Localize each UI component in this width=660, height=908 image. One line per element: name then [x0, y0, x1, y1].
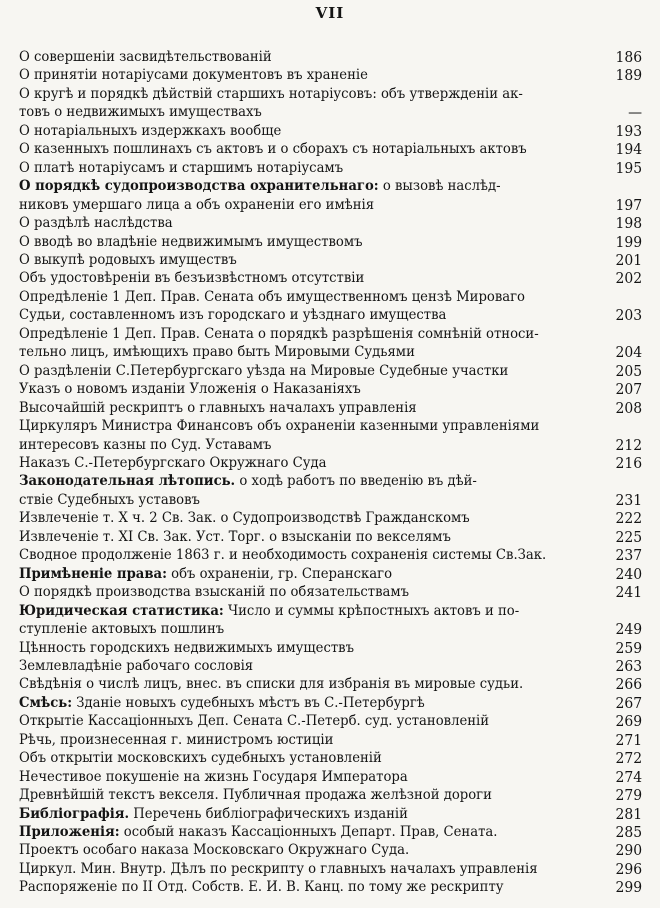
toc-entry-text: О выкупѣ родовыхъ имуществъ: [19, 251, 237, 268]
toc-entry-text: О платѣ нотарiусамъ и старшимъ нотарiусамъ: [19, 159, 344, 176]
toc-entry: [19, 48, 642, 66]
toc-entry-text: Высочайшiй рескриптъ о главныхъ началахъ управленiя: [19, 399, 417, 416]
toc-entry-text: Указъ о новомъ изданiи Уложенiя о Наказанiяхъ: [19, 381, 361, 398]
toc-entry-title: [19, 768, 609, 786]
toc-entry: [19, 841, 642, 859]
toc-entry-text: О нотарiальныхъ издержкахъ вообще: [19, 122, 282, 139]
toc-page-number: 204: [615, 343, 643, 362]
toc-entry-title: [19, 380, 609, 398]
toc-entry-title: [19, 454, 609, 472]
toc-entry-title: [19, 140, 609, 158]
toc-entry-title: [19, 749, 609, 767]
toc-page-number: 195: [615, 158, 643, 177]
toc-page-number: 249: [615, 620, 643, 639]
toc-entry-line: Циркуляръ Министра Финансовъ объ охраненiи казенными управленiями: [19, 418, 540, 435]
toc-entry-text: Проектъ особаго наказа Московскаго Окружнаго Суда.: [19, 842, 410, 859]
toc-entry: [19, 546, 642, 564]
toc-entry-line: О кругѣ и порядкѣ дѣйствiй старшихъ нотарiусовъ: объ утвержденiи ак-: [19, 85, 523, 102]
toc-page-number: 186: [615, 48, 643, 66]
toc-entry-line: никовъ умершаго лица а объ охраненiи его имѣнiя: [19, 196, 375, 213]
toc-entry-title: [19, 878, 609, 896]
toc-page-number: 240: [615, 564, 643, 583]
toc-entry-title: [19, 325, 609, 362]
toc-entry-title: [19, 122, 609, 140]
toc-entry: [19, 509, 642, 527]
toc-entry-line: тельно лицъ, имѣющихъ право быть Мировыми Судьями: [19, 344, 415, 361]
toc-entry-title: [19, 66, 609, 84]
toc-entry-title: [19, 731, 609, 749]
toc-entry-title: [19, 639, 609, 657]
toc-entry: [19, 177, 642, 214]
toc-page-number: 259: [615, 638, 643, 657]
toc-entry-title: [19, 675, 609, 693]
toc-entry: [19, 214, 642, 232]
toc-page-number: 199: [615, 232, 643, 251]
toc-entry-text: Открытiе Кассацiонныхъ Деп. Сената С.-Петерб. суд. установленiй: [19, 713, 490, 730]
toc-entry-text: О вводѣ во владѣнiе недвижимымъ имуществомъ: [19, 233, 363, 250]
toc-page-number: 285: [615, 823, 643, 842]
toc-entry-title: [19, 841, 609, 859]
toc-page-number: 299: [615, 878, 643, 897]
toc-entry-title: [19, 251, 609, 269]
toc-entry-line: о ходѣ работъ по введенiю въ дѣй-: [235, 473, 477, 490]
toc-entry-text: Нечестивое покушенiе на жизнь Государя Императора: [19, 768, 408, 785]
toc-entry-title: [19, 509, 609, 527]
toc-entry-text: О раздѣленiи С.Петербургскаго уѣзда на Мировые Судебные участки: [19, 362, 509, 379]
toc-entry-title: [19, 417, 609, 454]
toc-entry-text: Объ открытiи московскихъ судебныхъ установленiй: [19, 750, 382, 767]
toc-entry: [19, 140, 642, 158]
toc-page-number: 241: [615, 583, 643, 602]
toc-entry: [19, 860, 642, 878]
toc-entry-line: Судьи, составленномъ изъ городскаго и уѣзднаго имущества: [19, 307, 447, 324]
toc-entry-title: [19, 177, 609, 214]
toc-page-number: 231: [615, 490, 643, 509]
toc-entry-title: [19, 288, 609, 325]
toc-entry-text: Цѣнность городскихъ недвижимыхъ имуществъ: [19, 639, 354, 656]
toc-entry: [19, 805, 642, 823]
toc-entry: [19, 602, 642, 639]
toc-entry: [19, 85, 642, 122]
toc-entry-title: [19, 48, 609, 66]
toc-entry: [19, 233, 642, 251]
toc-page-number: 203: [615, 306, 643, 325]
toc-section-heading: Законодательная лѣтопись.: [19, 473, 236, 490]
toc-page-number: 272: [615, 749, 643, 768]
toc-entry-title: [19, 712, 609, 730]
toc-page-number: 193: [615, 121, 643, 140]
toc-entry-title: [19, 657, 609, 675]
toc-entry-title: [19, 546, 609, 564]
toc-entry-text: Циркул. Мин. Внутр. Дѣлъ по рескрипту о главныхъ началахъ управленiя: [19, 860, 538, 877]
toc-entry-text: Наказъ С.-Петербургскаго Окружнаго Суда: [19, 454, 327, 471]
toc-entry-text: Свѣдѣнiя о числѣ лицъ, внес. въ списки для избранiя въ мировые судьи.: [19, 676, 524, 693]
toc-entry: [19, 768, 642, 786]
toc-page-number: 222: [615, 509, 643, 528]
toc-entry-text: Древнѣйшiй текстъ векселя. Публичная продажа желѣзной дороги: [19, 787, 492, 804]
toc-entry-title: [19, 233, 609, 251]
toc-page-number: 279: [615, 786, 643, 805]
toc-entry: [19, 657, 642, 675]
toc-entry: [19, 399, 642, 417]
toc-entry: [19, 639, 642, 657]
toc-entry: [19, 472, 642, 509]
toc-page-number: 267: [615, 693, 643, 712]
toc-entry-text: Рѣчь, произнесенная г. министромъ юстицiи: [19, 731, 334, 748]
toc-page-number: 290: [615, 841, 643, 860]
toc-page-number: 189: [615, 66, 643, 85]
toc-entry-text: О казенныхъ пошлинахъ съ актовъ и о сборахъ съ нотарiальныхъ актовъ: [19, 141, 527, 158]
toc-entry: [19, 786, 642, 804]
toc-entry: [19, 749, 642, 767]
toc-entry: [19, 325, 642, 362]
toc-page-number: 201: [615, 250, 643, 269]
toc-entry-line: ступленiе актовыхъ пошлинъ: [19, 621, 225, 638]
toc-section-heading: О порядкѣ судопроизводства охранительнаго:: [19, 178, 379, 195]
toc-entry: [19, 731, 642, 749]
toc-entry-line: Опредѣленiе 1 Деп. Прав. Сената объ имущественномъ цензѣ Мироваго: [19, 288, 525, 305]
toc-entry-line: Опредѣленiе 1 Деп. Прав. Сената о порядкѣ разрѣшенiя сомнѣнiй относи-: [19, 325, 539, 342]
toc-entry: [19, 269, 642, 287]
toc-entry-title: [19, 860, 609, 878]
toc-entry-text: особый наказъ Кассацiонныхъ Департ. Прав, Сената.: [119, 824, 498, 841]
toc-page-number: 216: [615, 453, 643, 472]
toc-entry-title: [19, 85, 609, 122]
toc-page-number: 225: [615, 527, 643, 546]
toc-page-number: 194: [615, 140, 643, 159]
toc-page-number: —: [628, 103, 643, 122]
toc-page-number: 269: [615, 712, 643, 731]
toc-entry-text: О принятiи нотарiусами документовъ въ храненiе: [19, 67, 368, 84]
toc-page-number: 281: [615, 804, 643, 823]
toc-section-heading: Юридическая статистика:: [19, 602, 224, 619]
toc-entry-line: интересовъ казны по Суд. Уставамъ: [19, 436, 272, 453]
toc-entry-title: [19, 823, 609, 841]
toc-entry-text: Распоряженiе по II Отд. Собств. Е. И. В. Канц. по тому же рескрипту: [19, 879, 504, 896]
toc-entry: [19, 66, 642, 84]
toc-entry: [19, 454, 642, 472]
toc-entry-text: объ охраненiи, гр. Сперанскаго: [166, 565, 393, 582]
toc-entry-title: [19, 159, 609, 177]
toc-section-heading: Смѣсь:: [19, 694, 73, 711]
toc-page-number: 296: [615, 859, 643, 878]
toc-entry: [19, 675, 642, 693]
toc-entry-line: товъ о недвижимыхъ имуществахъ: [19, 104, 262, 121]
toc-entry: [19, 251, 642, 269]
toc-entry: [19, 583, 642, 601]
toc-entry-title: [19, 269, 609, 287]
toc-page-number: 263: [615, 656, 643, 675]
toc-entry-text: Извлеченiе т. XI Св. Зак. Уст. Торг. о взысканiи по векселямъ: [19, 528, 451, 545]
toc-entry-title: [19, 528, 609, 546]
toc-entry: [19, 417, 642, 454]
toc-entry-line: ствiе Судебныхъ уставовъ: [19, 491, 200, 508]
toc-entry: [19, 288, 642, 325]
toc-entry-text: Извлеченiе т. X ч. 2 Св. Зак. о Судопроизводствѣ Гражданскомъ: [19, 510, 470, 527]
toc-page-number: 197: [615, 195, 643, 214]
toc-entry-title: [19, 214, 609, 232]
toc-entry-title: [19, 583, 609, 601]
toc-section-heading: Приложенiя:: [19, 824, 120, 841]
toc-entry-text: Перечень библiографическихъ изданiй: [129, 805, 408, 822]
toc-entry-title: [19, 399, 609, 417]
toc-entry: [19, 565, 642, 583]
table-of-contents: [19, 48, 642, 897]
toc-entry-line: о вызовѣ наслѣд-: [378, 178, 501, 195]
toc-entry-title: [19, 565, 609, 583]
toc-entry-text: О совершенiи засвидѣтельствованiй: [19, 49, 272, 65]
toc-entry-title: [19, 602, 609, 639]
toc-entry: [19, 712, 642, 730]
toc-entry-text: О порядкѣ производства взысканiй по обязательствамъ: [19, 584, 410, 601]
toc-section-heading: Библiографiя.: [19, 805, 130, 822]
toc-page-number: 208: [615, 398, 643, 417]
toc-entry-title: [19, 694, 609, 712]
toc-entry: [19, 380, 642, 398]
toc-entry-title: [19, 472, 609, 509]
toc-page-number: 274: [615, 767, 643, 786]
toc-page-number: 212: [615, 435, 643, 454]
toc-entry-line: Число и суммы крѣпостныхъ актовъ и по-: [223, 602, 520, 619]
page-folio: VII: [315, 4, 345, 22]
toc-page-number: 207: [615, 380, 643, 399]
toc-entry-text: Объ удостовѣренiи въ безъизвѣстномъ отсутствiи: [19, 270, 365, 287]
toc-entry-title: [19, 362, 609, 380]
toc-entry: [19, 362, 642, 380]
toc-entry: [19, 878, 642, 896]
toc-page-number: 198: [615, 214, 643, 233]
toc-page-number: 271: [615, 730, 643, 749]
toc-entry-title: [19, 805, 609, 823]
toc-entry-text: О раздѣлѣ наслѣдства: [19, 215, 173, 232]
toc-entry: [19, 694, 642, 712]
toc-entry-text: Землевладѣнiе рабочаго сословiя: [19, 657, 254, 674]
toc-entry: [19, 159, 642, 177]
toc-entry: [19, 528, 642, 546]
toc-entry: [19, 122, 642, 140]
toc-page-number: 202: [615, 269, 643, 288]
toc-page-number: 266: [615, 675, 643, 694]
toc-entry-title: [19, 786, 609, 804]
toc-entry-text: Сводное продолженiе 1863 г. и необходимость сохраненiя системы Св.Зак.: [19, 547, 547, 564]
toc-page-number: 237: [615, 546, 643, 565]
toc-entry: [19, 823, 642, 841]
toc-section-heading: Примѣненiе права:: [19, 565, 167, 582]
toc-page-number: 205: [615, 361, 643, 380]
toc-entry-text: Зданiе новыхъ судебныхъ мѣстъ въ С.-Петербургѣ: [72, 694, 425, 711]
